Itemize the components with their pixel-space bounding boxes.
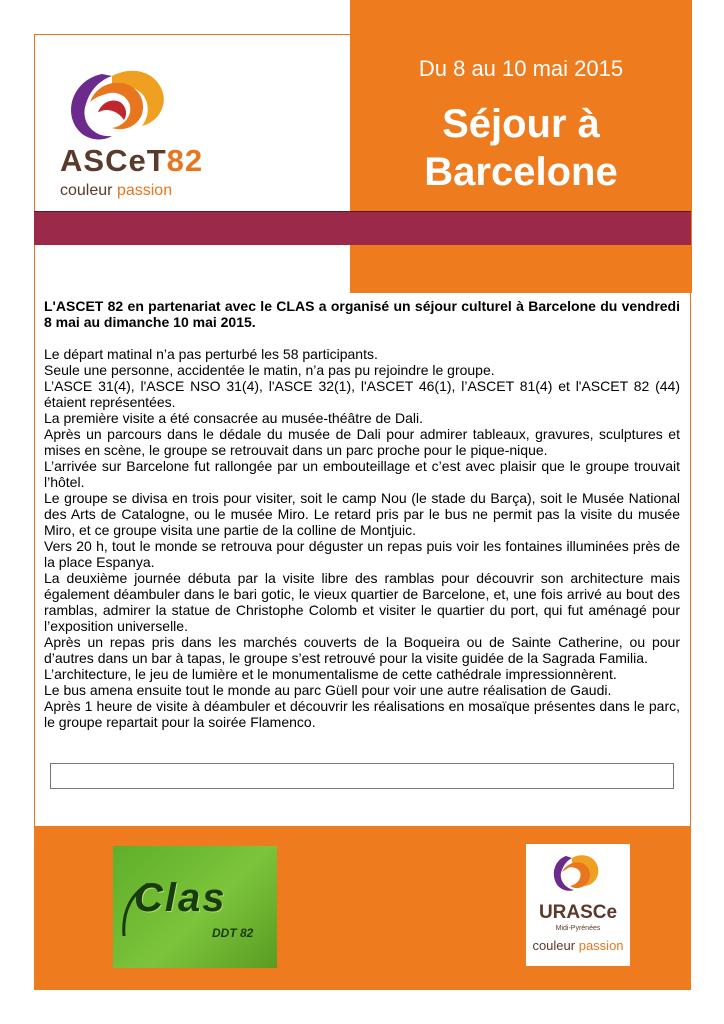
article-paragraph: L’ASCE 31(4), l'ASCE NSO 31(4), l'ASCE 32(1), l'ASCET 46(1), l’ASCET 81(4) et l'ASCET 82 (44) étaient représentées. (44, 378, 680, 410)
urasce-logo-word: URASCe (538, 902, 618, 923)
title-line-2: Barcelone (424, 150, 618, 194)
urasce-region: Midi-Pyrénées (555, 925, 601, 932)
urasce-tagline-accent: passion (578, 938, 624, 953)
ascet-tagline (60, 182, 172, 200)
urasce-swirl-logo-icon (546, 850, 610, 906)
ascet-logo-word (60, 143, 203, 179)
article-paragraph: Le départ matinal n’a pas perturbé les 58 participants. (44, 346, 378, 362)
empty-text-box (50, 763, 674, 789)
clas-logo-sub: DDT 82 (212, 926, 254, 940)
urasce-tagline-prefix: couleur (532, 938, 576, 953)
article-paragraph: Le groupe se divisa en trois pour visiter, soit le camp Nou (le stade du Barça), soit le Musée National des Arts de Catalogne, ou le musée Miro. Le retard pris par le bus ne permit pas la visite du musée Miro, et ce groupe visita une partie de la colline de Montjuic. (44, 490, 680, 538)
article-paragraph: La première visite a été consacrée au musée-théâtre de Dali. (44, 410, 423, 426)
article-paragraph: Après 1 heure de visite à déambuler et découvrir les réalisations en mosaïque présentes dans le parc, le groupe repartait pour la soirée Flamenco. (44, 698, 680, 730)
article-paragraph: Seule une personne, accidentée le matin, n’a pas pu rejoindre le groupe. (44, 362, 495, 378)
article-paragraph: Vers 20 h, tout le monde se retrouva pour déguster un repas puis voir les fontaines illuminées près de la place Espanya. (44, 538, 680, 570)
ascet-logo-letters: ASCeT (60, 143, 167, 178)
ascet-tagline-prefix: couleur (60, 182, 113, 199)
article-paragraph: L’arrivée sur Barcelone fut rallongée par un embouteillage et c’est avec plaisir que le groupe trouvait l’hôtel. (44, 458, 680, 490)
page-title (350, 100, 692, 196)
ascet-logo-number: 82 (166, 143, 204, 178)
title-line-1: Séjour à (442, 102, 600, 146)
ascet-swirl-logo-icon (50, 62, 210, 202)
article-paragraph: Après un repas pris dans les marchés couverts de la Boqueira ou de Sainte Catherine, ou pour d’autres dans un bar à tapas, le groupe s’est retrouvé pour la visite guidée de la Sagrada Familia. (44, 634, 680, 666)
band-divider (34, 211, 691, 212)
article-lead: L'ASCET 82 en partenariat avec le CLAS a organisé un séjour culturel à Barcelone du vendredi 8 mai au dimanche 10 mai 2015. (44, 298, 680, 330)
article-body (44, 298, 680, 730)
clas-logo-word: Clas (134, 876, 227, 920)
article-paragraph: Le bus amena ensuite tout le monde au parc Güell pour voir une autre réalisation de Gaudi. (44, 682, 612, 698)
article-paragraph: La deuxième journée débuta par la visite libre des ramblas pour découvrir son architecture mais également déambuler dans le bari gotic, le vieux quartier de Barcelone, et, une fois arrivé au bout des ramblas, admirer la statue de Christophe Colomb et visiter le quartier du port, qui fut aménagé pour l’exposition universelle. (44, 570, 680, 634)
article-paragraph: L’architecture, le jeu de lumière et le monumentalisme de cette cathédrale impressionnèrent. (44, 666, 617, 682)
burgundy-band (34, 211, 691, 245)
article-paragraph: Après un parcours dans le dédale du musée de Dali pour admirer tableaux, gravures, sculptures et mises en scène, le groupe se retrouvait dans un parc proche pour le pique-nique. (44, 426, 680, 458)
ascet-tagline-accent: passion (116, 182, 173, 199)
event-date: Du 8 au 10 mai 2015 (418, 56, 624, 81)
urasce-tagline (526, 938, 630, 953)
